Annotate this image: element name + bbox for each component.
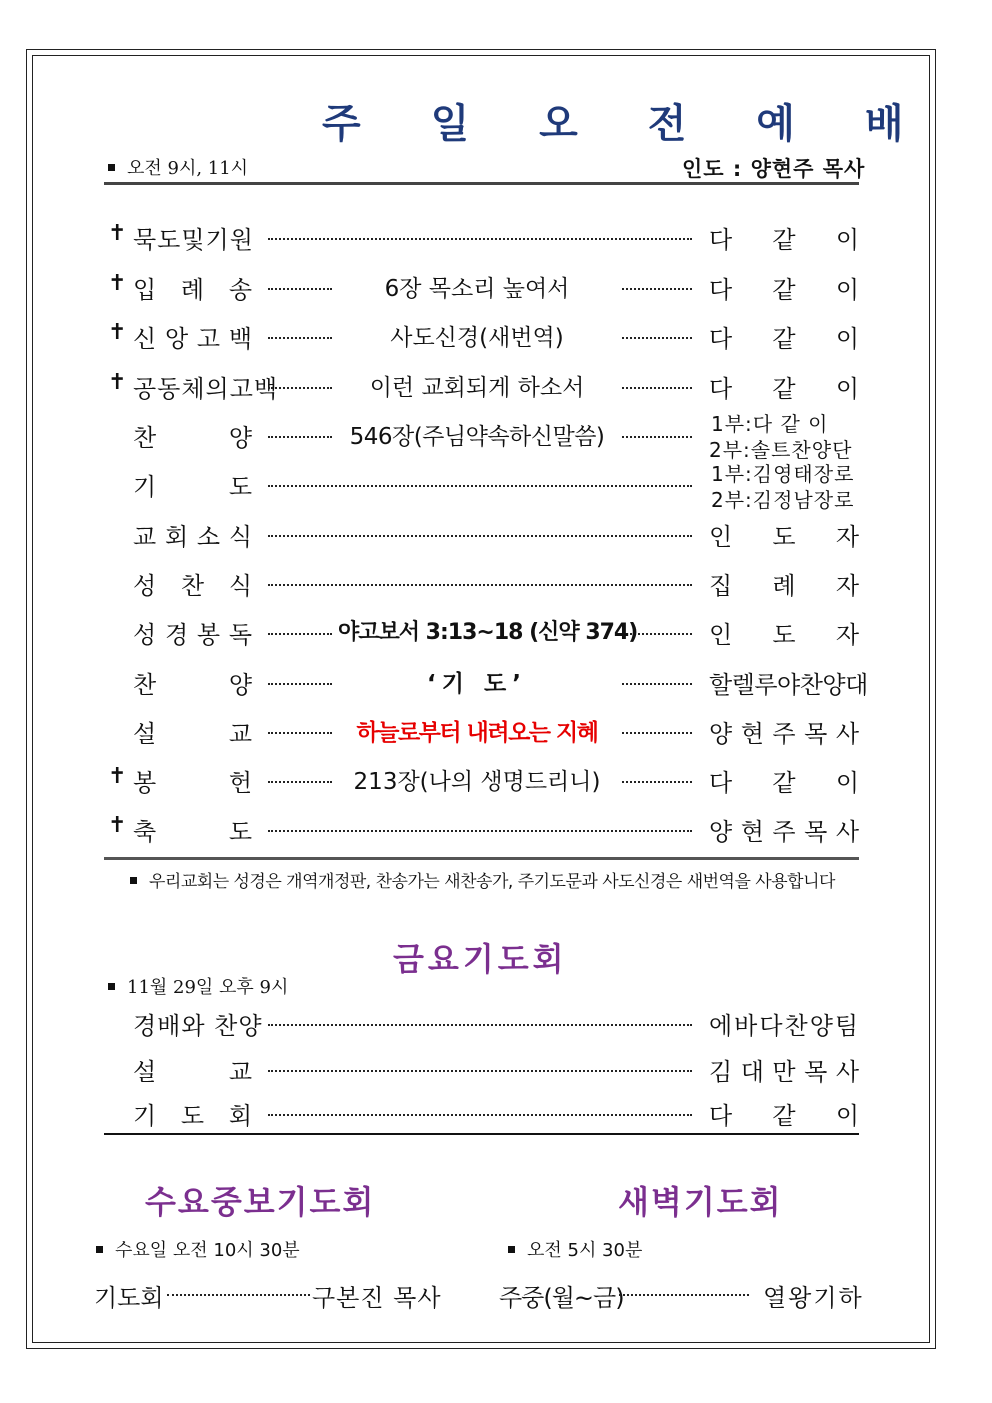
- char: 같: [772, 325, 796, 353]
- char: 회: [164, 523, 190, 551]
- char: 앙: [164, 325, 190, 353]
- service-item-label: [133, 418, 253, 453]
- char: 독: [228, 621, 253, 649]
- char: 같: [772, 769, 796, 797]
- service-item-label: [133, 517, 253, 552]
- char: 주: [772, 818, 796, 846]
- char: 례: [772, 572, 796, 600]
- char: 이: [835, 325, 859, 353]
- char: 집: [709, 572, 733, 600]
- char: 이: [835, 769, 859, 797]
- service-item-person: [709, 566, 859, 601]
- char: 양: [228, 671, 253, 699]
- main-service-leader: 인도 : 양현주 목사: [682, 157, 866, 181]
- char: 자: [835, 572, 859, 600]
- char: 만: [772, 1058, 796, 1086]
- leader-dots: [268, 535, 692, 537]
- char: 양: [709, 818, 733, 846]
- char: 다: [709, 276, 733, 304]
- char: 교: [133, 523, 158, 551]
- char: 고: [196, 325, 222, 353]
- dawn-right: 열왕기하: [763, 1284, 864, 1312]
- bible-usage-note: 우리교회는 성경은 개역개정판, 찬송가는 새찬송가, 주기도문과 사도신경은 새번역을 사용합니다: [130, 867, 835, 892]
- leader-dots: [622, 781, 692, 783]
- service-item-detail: 213장(나의 생명드리니): [353, 769, 601, 795]
- dawn-leader-dots: [619, 1294, 749, 1296]
- service-item-detail: 이런 교회되게 하소서: [369, 375, 585, 401]
- leader-dots: [268, 337, 332, 339]
- char: 성: [133, 621, 158, 649]
- wednesday-right: 구본진 목사: [312, 1284, 442, 1312]
- char: 도: [180, 1102, 206, 1130]
- cross-icon: ✝: [108, 320, 127, 345]
- leader-dots: [622, 288, 692, 290]
- char: 이: [835, 226, 859, 254]
- leader-dots: [268, 238, 692, 240]
- cross-icon: ✝: [108, 764, 127, 789]
- char: 사: [835, 720, 859, 748]
- choir-prayer-line: 1부:다 같 이: [711, 412, 829, 436]
- char: 송: [228, 276, 253, 304]
- char: 목: [804, 818, 828, 846]
- char: 이: [835, 375, 859, 403]
- char: 기: [133, 1102, 158, 1130]
- char: 현: [740, 720, 764, 748]
- leader-dots: [268, 485, 692, 487]
- char: 다: [709, 226, 733, 254]
- char: 인: [709, 523, 733, 551]
- leader-dots: [622, 436, 692, 438]
- service-item-detail: ‘기 도’: [427, 671, 527, 697]
- service-item-person: [709, 517, 859, 552]
- leader-dots: [268, 1024, 692, 1026]
- char: 사: [835, 818, 859, 846]
- service-item-detail: 546장(주님약속하신말씀): [349, 424, 605, 450]
- leader-dots: [622, 337, 692, 339]
- char: 다: [709, 325, 733, 353]
- choir-prayer-line: 2부:솔트찬양단: [709, 438, 853, 462]
- char: 같: [772, 375, 796, 403]
- friday-item-person: [709, 1096, 859, 1131]
- service-item-detail: 6장 목소리 높여서: [384, 276, 570, 302]
- friday-item-label: 경배와 찬양: [133, 1012, 263, 1040]
- char: 식: [228, 572, 253, 600]
- leader-dots: [268, 387, 332, 389]
- service-item-label: [133, 467, 253, 502]
- service-item-label: [133, 615, 253, 650]
- char: 다: [709, 375, 733, 403]
- char: 김: [709, 1058, 733, 1086]
- service-item-person: 할렐루야찬양대: [709, 671, 868, 699]
- service-item-person: [709, 714, 859, 749]
- leader-dots: [622, 387, 692, 389]
- friday-item-label: [133, 1096, 253, 1131]
- service-item-label: 공동체의고백: [133, 375, 279, 403]
- char: 봉: [133, 769, 158, 797]
- service-item-person: [709, 369, 859, 404]
- friday-item-label: [133, 1052, 253, 1087]
- service-item-detail: 하늘로부터 내려오는 지혜: [356, 720, 598, 746]
- service-item-detail: 야고보서 3:13~18 (신약 374): [338, 620, 638, 645]
- char: 식: [228, 523, 253, 551]
- dawn-title: 새벽기도회: [618, 1183, 783, 1221]
- leader-dots: [268, 830, 692, 832]
- friday-item-person: [709, 1052, 859, 1087]
- service-item-person: [709, 270, 859, 305]
- char: 같: [772, 1102, 796, 1130]
- wednesday-leader-dots: [167, 1294, 310, 1296]
- char: 목: [804, 1058, 828, 1086]
- wednesday-label: 기도회: [94, 1284, 164, 1312]
- char: 성: [133, 572, 158, 600]
- char: 도: [228, 818, 253, 846]
- service-item-label: [133, 763, 253, 798]
- char: 축: [133, 818, 158, 846]
- char: 현: [740, 818, 764, 846]
- char: 자: [835, 523, 859, 551]
- char: 교: [228, 1058, 253, 1086]
- service-item-label: [133, 270, 253, 305]
- char: 같: [772, 276, 796, 304]
- char: 사: [835, 1058, 859, 1086]
- service-item-person: [709, 319, 859, 354]
- char: 자: [835, 621, 859, 649]
- bullet-square-icon: [108, 983, 115, 990]
- char: 같: [772, 226, 796, 254]
- service-item-label: 묵도및기원: [133, 226, 254, 254]
- bullet-square-icon: [130, 877, 137, 884]
- char: 이: [835, 276, 859, 304]
- char: 주: [772, 720, 796, 748]
- char: 인: [709, 621, 733, 649]
- dawn-time: 오전 5시 30분: [508, 1236, 642, 1262]
- leader-dots: [268, 584, 692, 586]
- char: 설: [133, 720, 158, 748]
- char: 찬: [180, 572, 206, 600]
- char: 이: [835, 1102, 859, 1130]
- service-item-label: [133, 812, 253, 847]
- char: 다: [709, 1102, 733, 1130]
- service-item-label: [133, 319, 253, 354]
- dawn-label: 주중(월~금): [499, 1284, 624, 1312]
- char: 소: [196, 523, 222, 551]
- char: 회: [228, 1102, 253, 1130]
- char: 입: [133, 276, 158, 304]
- service-item-label: [133, 665, 253, 700]
- cross-icon: ✝: [108, 813, 127, 838]
- char: 경: [164, 621, 190, 649]
- leader-dots: [268, 633, 332, 635]
- main-service-time: 오전 9시, 11시: [108, 154, 248, 180]
- char: 목: [804, 720, 828, 748]
- leader-dots: [268, 732, 332, 734]
- char: 신: [133, 325, 158, 353]
- char: 봉: [196, 621, 222, 649]
- choir-prayer-line: 2부:김정남장로: [711, 488, 855, 512]
- char: 헌: [228, 769, 253, 797]
- bullet-square-icon: [508, 1246, 515, 1253]
- bullet-square-icon: [96, 1246, 103, 1253]
- divider-friday-end: [104, 1133, 859, 1135]
- wednesday-title: 수요중보기도회: [145, 1183, 376, 1221]
- choir-prayer-line: 1부:김영태장로: [711, 462, 855, 486]
- char: 도: [772, 523, 796, 551]
- service-item-person: [709, 220, 859, 255]
- cross-icon: ✝: [108, 271, 127, 296]
- service-item-label: [133, 714, 253, 749]
- wednesday-time: 수요일 오전 10시 30분: [96, 1236, 300, 1262]
- service-item-person: [709, 763, 859, 798]
- char: 도: [228, 473, 253, 501]
- service-item-person: [709, 615, 859, 650]
- cross-icon: ✝: [108, 221, 127, 246]
- bullet-square-icon: [108, 164, 115, 171]
- char: 교: [228, 720, 253, 748]
- friday-title: 금요기도회: [393, 940, 568, 978]
- char: 양: [709, 720, 733, 748]
- service-item-person: [709, 812, 859, 847]
- leader-dots: [622, 732, 692, 734]
- service-item-detail: 사도신경(새번역): [390, 325, 564, 351]
- main-service-title: 주 일 오 전 예 배: [322, 101, 932, 147]
- char: 례: [180, 276, 206, 304]
- char: 기: [133, 473, 158, 501]
- service-item-label: [133, 566, 253, 601]
- friday-item-person: 에바다찬양팀: [709, 1012, 861, 1040]
- divider-order-end: [104, 857, 859, 860]
- leader-dots: [268, 436, 332, 438]
- char: 다: [709, 769, 733, 797]
- cross-icon: ✝: [108, 370, 127, 395]
- char: 찬: [133, 671, 158, 699]
- leader-dots: [268, 781, 332, 783]
- leader-dots: [268, 683, 332, 685]
- friday-time: 11월 29일 오후 9시: [108, 973, 288, 999]
- char: 백: [228, 325, 253, 353]
- char: 찬: [133, 424, 158, 452]
- leader-dots: [268, 1114, 692, 1116]
- char: 대: [740, 1058, 764, 1086]
- char: 양: [228, 424, 253, 452]
- leader-dots: [268, 288, 332, 290]
- char: 도: [772, 621, 796, 649]
- divider-top: [104, 182, 859, 185]
- leader-dots: [268, 1070, 692, 1072]
- char: 설: [133, 1058, 158, 1086]
- leader-dots: [622, 683, 692, 685]
